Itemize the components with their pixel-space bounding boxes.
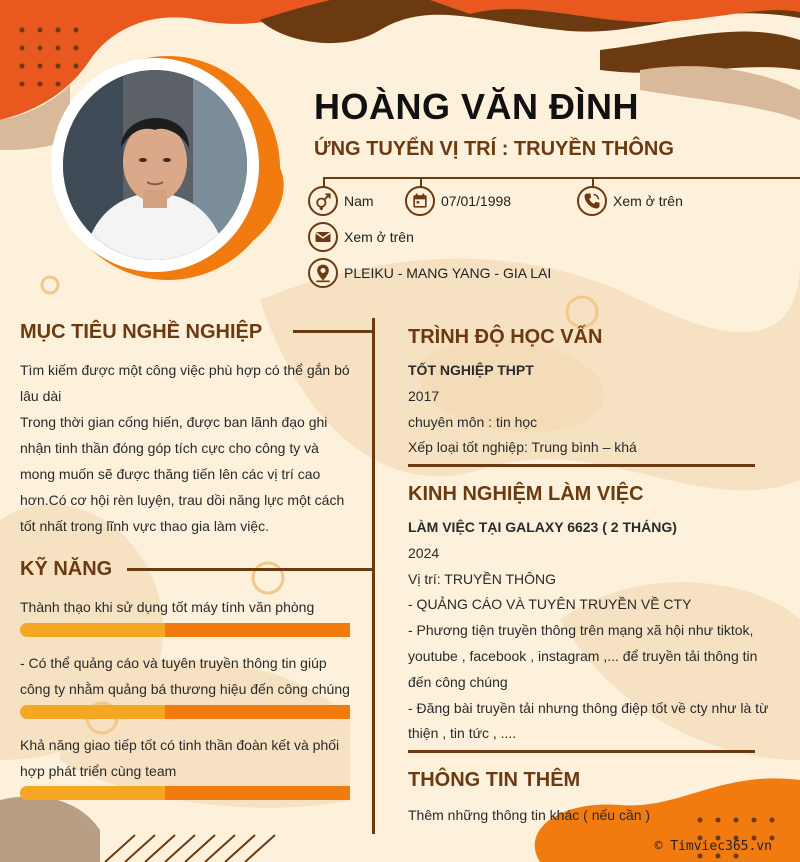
phone-icon	[577, 186, 607, 216]
birthdate-value: 07/01/1998	[441, 193, 512, 209]
experience-line: thiện , tin tức , ....	[408, 725, 517, 742]
education-title: TRÌNH ĐỘ HỌC VẤN	[408, 326, 603, 348]
skill-item	[20, 594, 360, 620]
contact-address	[308, 258, 551, 288]
education-degree: TỐT NGHIỆP THPT	[408, 362, 534, 378]
column-divider	[372, 318, 375, 834]
email-icon	[308, 222, 338, 252]
phone-value: Xem ở trên	[613, 193, 683, 209]
profile-photo	[55, 62, 255, 268]
extra-text: Thêm những thông tin khác ( nếu cần )	[408, 807, 651, 823]
education-year: 2017	[408, 387, 440, 404]
experience-year: 2024	[408, 544, 440, 561]
skill-text: Thành thạo khi sử dụng tốt máy tính văn phòng	[20, 599, 315, 615]
address-value: PLEIKU - MANG YANG - GIA LAI	[344, 265, 552, 281]
header-divider	[323, 177, 800, 179]
education-major: chuyên môn : tin học	[408, 413, 538, 430]
contact-email	[308, 222, 414, 252]
avatar-illustration	[63, 70, 247, 260]
gender-value: Nam	[344, 193, 374, 209]
objective-line: nhận tinh thần đóng góp tích cực cho công ty và	[20, 440, 319, 456]
section-rule	[408, 464, 755, 467]
skill-bar-fill	[165, 786, 350, 800]
skills-title-rule	[127, 568, 373, 571]
contact-phone	[577, 186, 683, 216]
applied-position: ỨNG TUYỂN VỊ TRÍ : TRUYỀN THÔNG	[314, 138, 674, 160]
experience-role: Vị trí: TRUYỀN THÔNG	[408, 570, 557, 587]
candidate-name: HOÀNG VĂN ĐÌNH	[314, 86, 640, 127]
education-block	[408, 358, 768, 461]
location-icon	[308, 258, 338, 288]
objective-line: lâu dài	[20, 388, 62, 404]
experience-line: - Phương tiện truyền thông trên mạng xã hội như tiktok,	[408, 622, 754, 639]
experience-title: KINH NGHIỆM LÀM VIỆC	[408, 483, 644, 505]
objective-text	[20, 357, 353, 539]
objective-line: tốt nhất trong lĩnh vực thao gia làm việc.	[20, 518, 270, 534]
contact-gender	[308, 186, 374, 216]
objective-line: Tìm kiếm được một công việc phù hợp có thể gắn bó	[20, 362, 350, 378]
skill-bar-fill	[165, 623, 350, 637]
objective-title-rule	[293, 330, 373, 333]
skill-bar-fill	[165, 705, 350, 719]
calendar-icon	[405, 186, 435, 216]
extra-title: THÔNG TIN THÊM	[408, 769, 581, 791]
section-rule	[408, 750, 755, 753]
objective-line: hơn.Có cơ hội rèn luyện, trau dồi năng lực một cách	[20, 492, 345, 508]
experience-line: - Đăng bài truyền tải nhưng thông điệp tốt về cty như là từ	[408, 699, 769, 716]
experience-block	[408, 515, 770, 747]
skills-title: KỸ NĂNG	[20, 558, 113, 580]
objective-line: Trong thời gian cống hiến, được ban lãnh đạo ghi	[20, 414, 328, 430]
skill-text: - Có thể quảng cáo và tuyên truyền thông tin giúp	[20, 655, 327, 671]
experience-line: - QUẢNG CÁO VÀ TUYÊN TRUYỀN VỀ CTY	[408, 596, 692, 613]
skill-item	[20, 732, 360, 784]
email-value: Xem ở trên	[344, 229, 414, 245]
skill-text: công ty nhằm quảng bá thương hiệu đến công chúng	[20, 681, 350, 697]
skill-text: Khả năng giao tiếp tốt có tinh thần đoàn kết và phối	[20, 737, 340, 753]
experience-line: youtube , facebook , instagram ,... để truyền tải thông tin	[408, 647, 758, 664]
objective-line: mong muốn sẽ được thăng tiến lên các vị trí cao	[20, 466, 321, 482]
experience-line: đến công chúng	[408, 673, 508, 690]
skill-text: hợp phát triển cùng team	[20, 763, 177, 779]
objective-title: MỤC TIÊU NGHỀ NGHIỆP	[20, 321, 263, 343]
gender-icon	[308, 186, 338, 216]
skill-item	[20, 650, 360, 702]
education-grade: Xếp loại tốt nghiệp: Trung bình – khá	[408, 439, 637, 456]
experience-job: LÀM VIỆC TẠI GALAXY 6623 ( 2 THÁNG)	[408, 519, 677, 535]
contact-birthdate	[405, 186, 511, 216]
watermark: © Timviec365.vn	[654, 839, 772, 854]
